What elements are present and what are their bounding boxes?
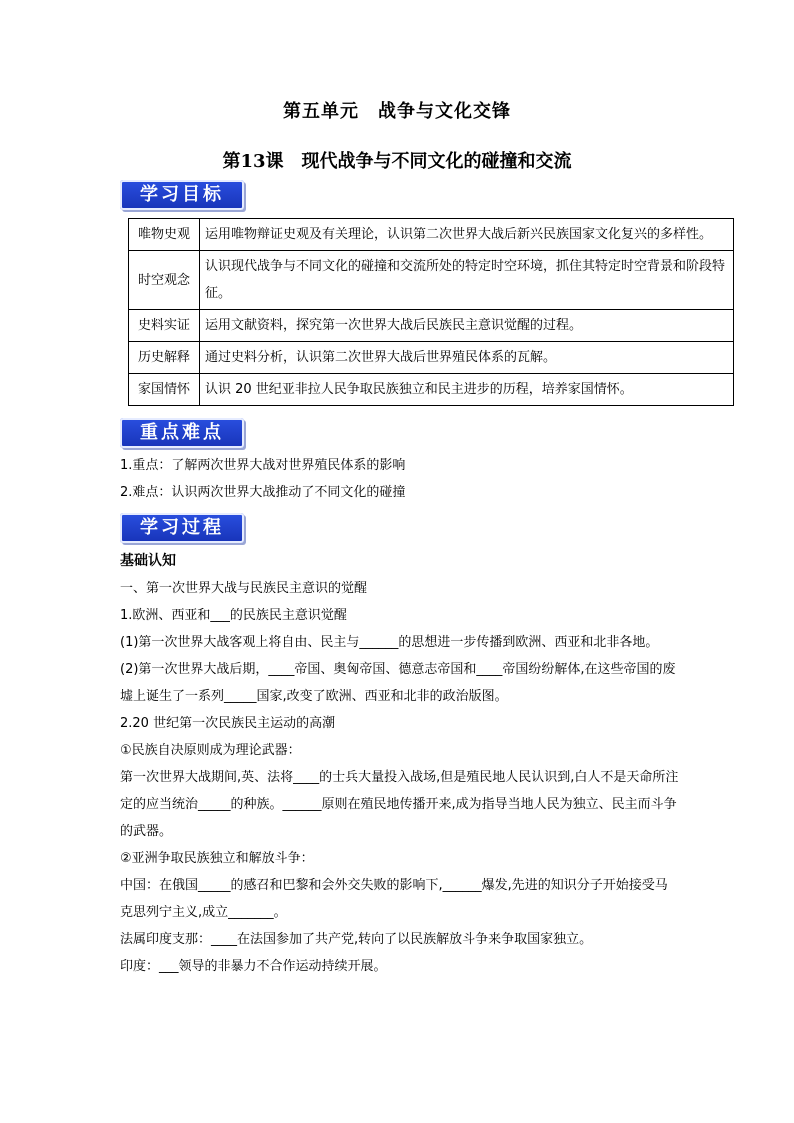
- goal-value: 认识现代战争与不同文化的碰撞和交流所处的特定时空环境，抓住其特定时空背景和阶段特征。: [200, 251, 734, 310]
- content-line: 1.欧洲、西亚和___的民族民主意识觉醒: [120, 608, 347, 623]
- learning-process-badge: 学习过程: [120, 513, 244, 543]
- goal-value: 认识 20 世纪亚非拉人民争取民族独立和民主进步的历程，培养家国情怀。: [200, 374, 734, 406]
- goal-key: 唯物史观: [129, 219, 200, 251]
- goal-value: 运用唯物辩证史观及有关理论，认识第二次世界大战后新兴民族国家文化复兴的多样性。: [200, 219, 734, 251]
- unit-title: 第五单元 战争与文化交锋: [283, 101, 511, 122]
- content-line: 第一次世界大战期间,英、法将____的士兵大量投入战场,但是殖民地人民认识到,白人不是天命所注定的应当统治_____的种族。______原则在殖民地传播开来,成为指导当地人民为独立、民主而斗争的武器。: [120, 770, 679, 839]
- key-points: [120, 452, 680, 506]
- key-point-item: 1.重点：了解两次世界大战对世界殖民体系的影响: [120, 458, 406, 473]
- section-heading: 基础认知: [120, 553, 176, 569]
- key-point-item: 2.难点：认识两次世界大战推动了不同文化的碰撞: [120, 485, 406, 500]
- content-line: (2)第一次世界大战后期，____帝国、奥匈帝国、德意志帝国和____帝国纷纷解体,在这些帝国的废墟上诞生了一系列_____国家,改变了欧洲、西亚和北非的政治版图。: [120, 662, 676, 704]
- content-line: 一、第一次世界大战与民族民主意识的觉醒: [120, 581, 368, 596]
- table-row: [129, 251, 734, 310]
- goal-key: 时空观念: [129, 251, 200, 310]
- learning-process-content: [120, 548, 680, 980]
- table-row: [129, 310, 734, 342]
- content-line: 印度：___领导的非暴力不合作运动持续开展。: [120, 959, 387, 974]
- learning-goals-badge: 学习目标: [120, 180, 244, 210]
- content-line: (1)第一次世界大战客观上将自由、民主与______的思想进一步传播到欧洲、西亚和北非各地。: [120, 635, 659, 650]
- goal-value: 通过史料分析，认识第二次世界大战后世界殖民体系的瓦解。: [200, 342, 734, 374]
- content-line: 法属印度支那：____在法国参加了共产党,转向了以民族解放斗争来争取国家独立。: [120, 932, 593, 947]
- content-line: 2.20 世纪第一次民族民主运动的高潮: [120, 716, 336, 731]
- key-points-badge: 重点难点: [120, 418, 244, 448]
- goal-key: 史料实证: [129, 310, 200, 342]
- goal-value: 运用文献资料，探究第一次世界大战后民族民主意识觉醒的过程。: [200, 310, 734, 342]
- goal-key: 历史解释: [129, 342, 200, 374]
- learning-goals-table: [128, 218, 734, 406]
- content-line: 中国：在俄国_____的感召和巴黎和会外交失败的影响下,______爆发,先进的知识分子开始接受马克思列宁主义,成立_______。: [120, 878, 668, 920]
- table-row: [129, 374, 734, 406]
- goal-key: 家国情怀: [129, 374, 200, 406]
- table-row: [129, 342, 734, 374]
- table-row: [129, 219, 734, 251]
- content-line: ①民族自决原则成为理论武器：: [120, 743, 301, 758]
- lesson-title: 第13课 现代战争与不同文化的碰撞和交流: [222, 151, 572, 172]
- content-line: ②亚洲争取民族独立和解放斗争：: [120, 851, 314, 866]
